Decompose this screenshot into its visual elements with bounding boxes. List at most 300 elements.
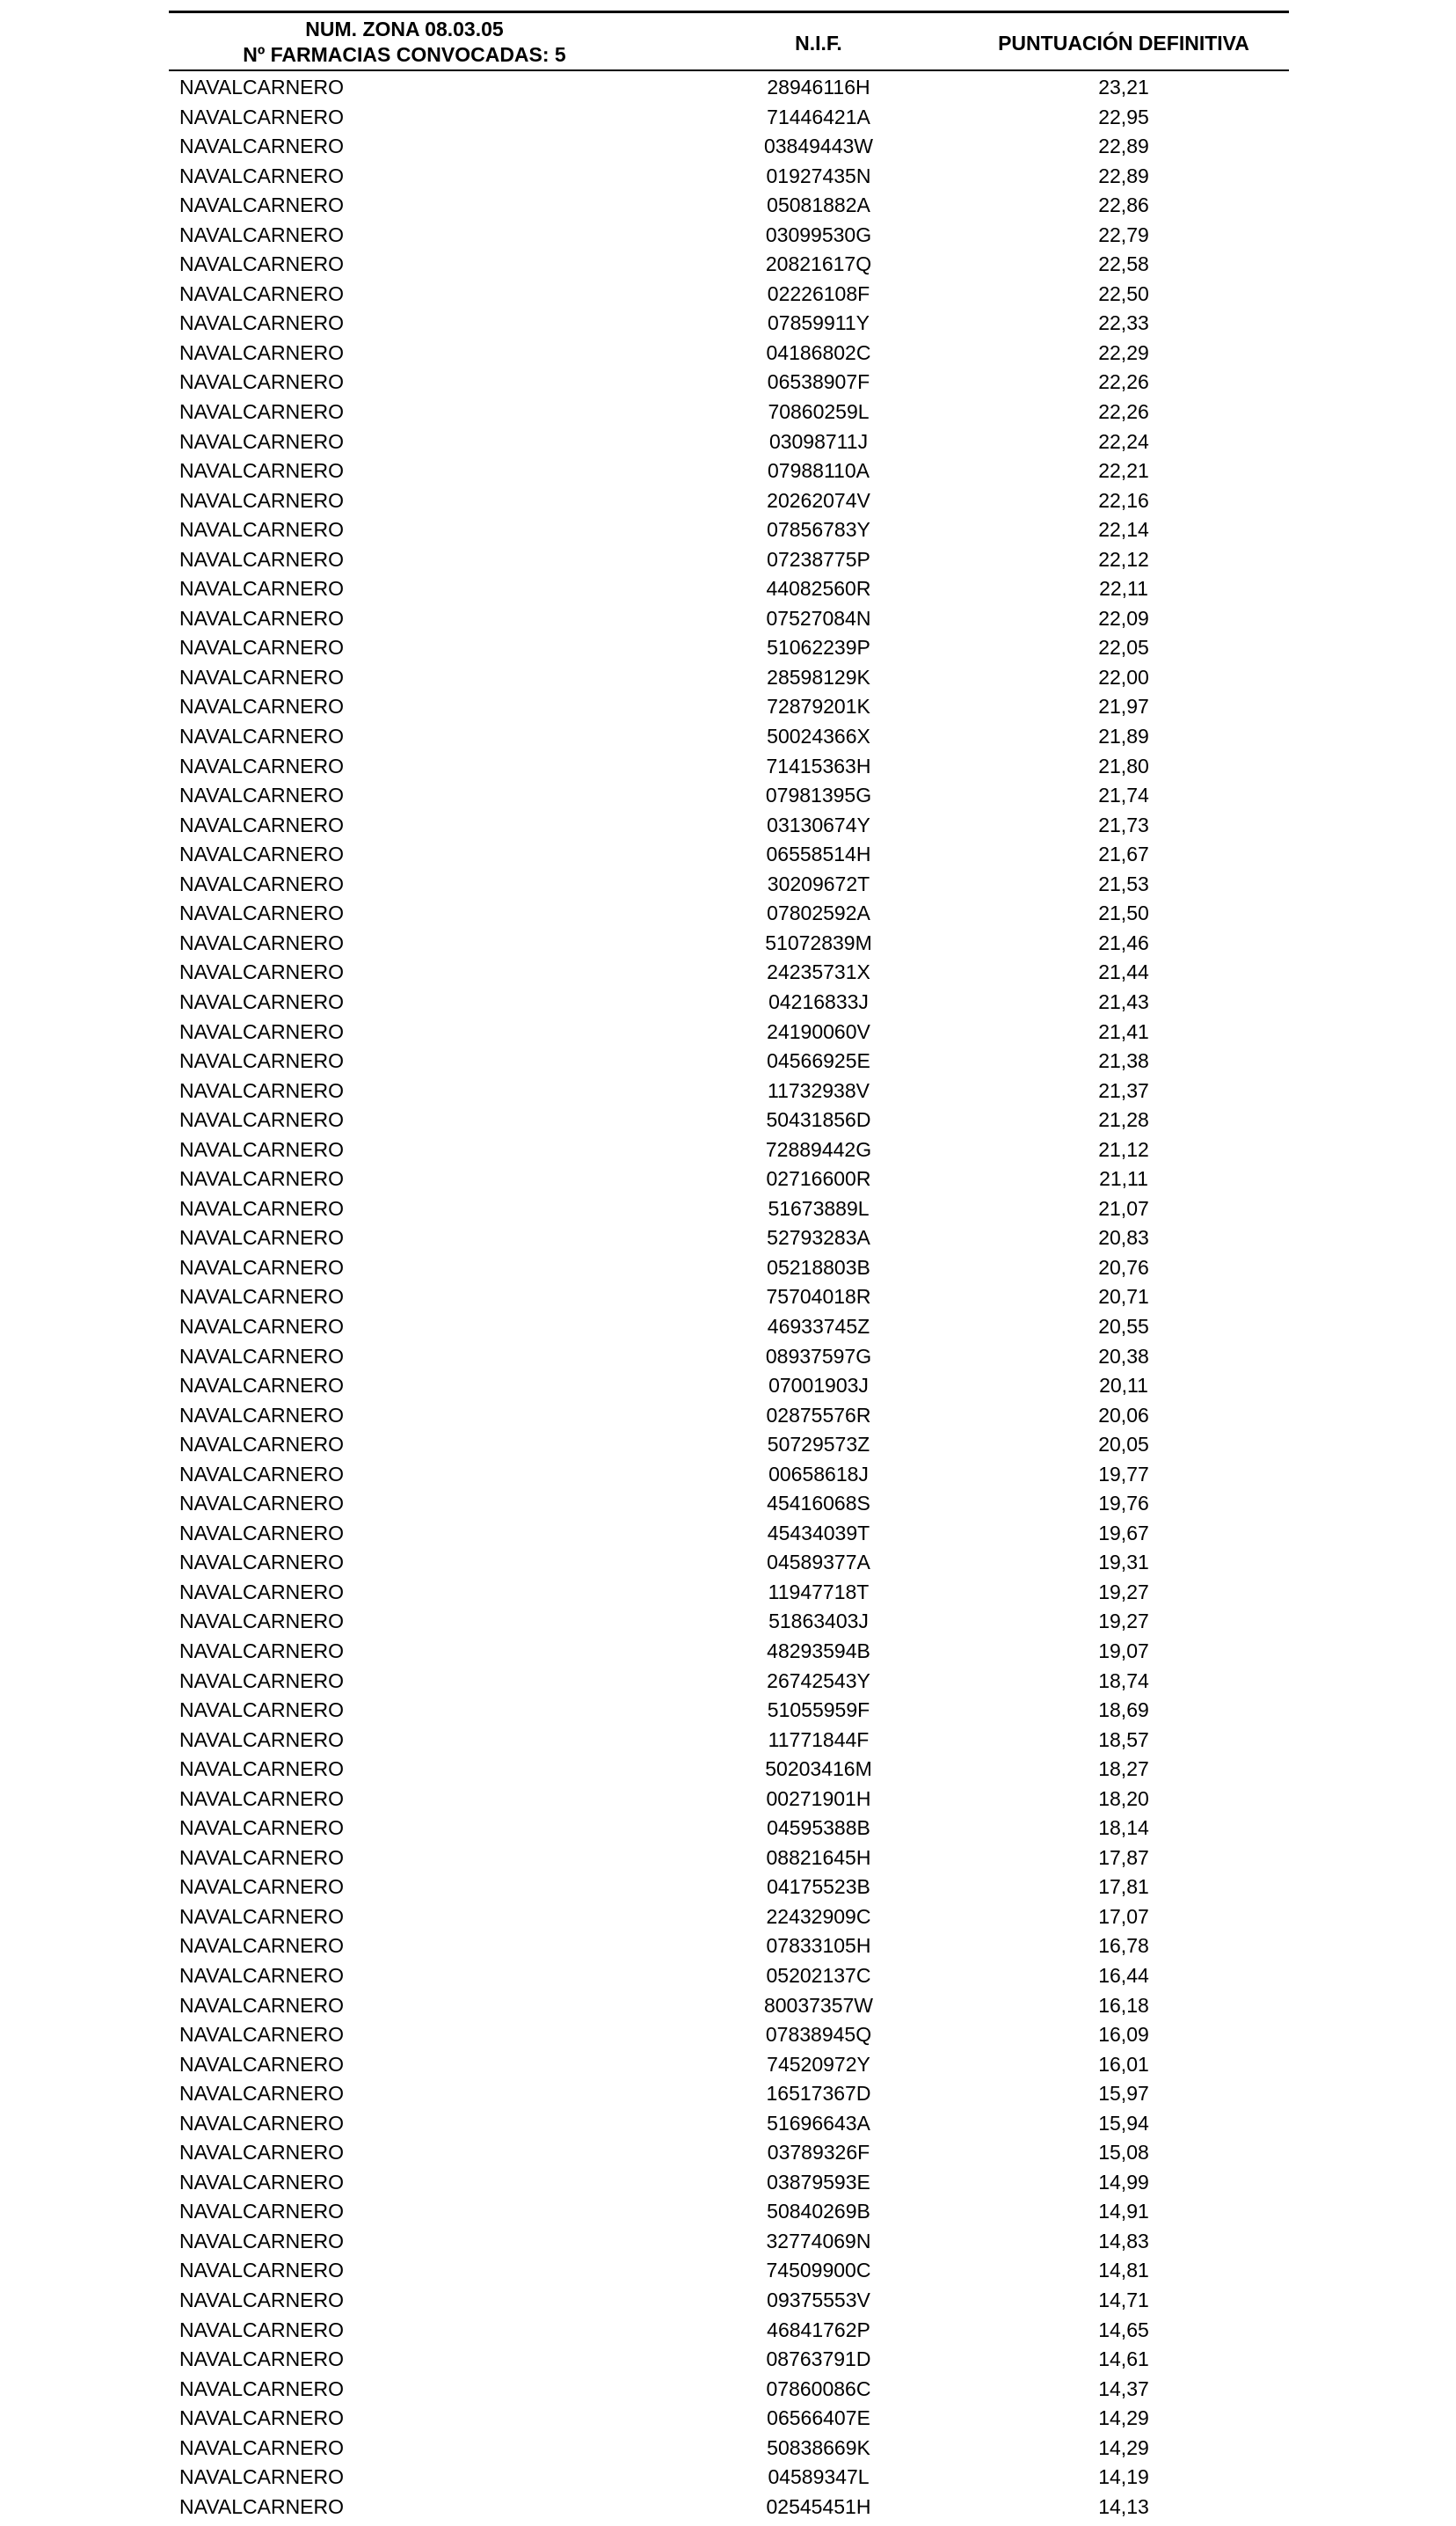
- score-cell: 20,83: [1098, 1226, 1149, 1250]
- table-row: [169, 1223, 1289, 1253]
- locality-cell: NAVALCARNERO: [179, 223, 345, 246]
- score-cell: 22,12: [1098, 547, 1149, 571]
- score-cell: 21,80: [1098, 754, 1149, 778]
- nif-cell: 44082560R: [766, 577, 871, 601]
- score-cell: 22,09: [1098, 606, 1149, 630]
- score-cell: 21,74: [1098, 784, 1149, 807]
- locality-cell: NAVALCARNERO: [179, 1226, 345, 1250]
- nif-cell: 28946116H: [767, 76, 870, 99]
- nif-cell: 09375553V: [767, 2289, 870, 2312]
- table-row: [169, 781, 1289, 811]
- table-row: [169, 1164, 1289, 1194]
- table-row: [169, 2434, 1289, 2464]
- locality-cell: NAVALCARNERO: [179, 1993, 345, 2017]
- score-cell: 22,00: [1098, 665, 1149, 689]
- score-cell: 21,50: [1098, 902, 1149, 925]
- table-row: [169, 1519, 1289, 1549]
- table-row: [169, 486, 1289, 516]
- nif-cell: 11771844F: [768, 1727, 870, 1751]
- pharmacies-convened-title: Nº FARMACIAS CONVOCADAS: 5: [243, 43, 566, 66]
- nif-cell: 26742543Y: [767, 1668, 870, 1692]
- nif-cell: 07001903J: [768, 1374, 869, 1398]
- table-row: [169, 1077, 1289, 1106]
- score-cell: 21,38: [1098, 1049, 1149, 1073]
- score-cell: 22,95: [1098, 105, 1149, 128]
- nif-cell: 30209672T: [767, 872, 870, 895]
- score-cell: 20,55: [1098, 1314, 1149, 1338]
- score-cell: 17,07: [1098, 1904, 1149, 1928]
- nif-cell: 07238775P: [767, 547, 870, 571]
- score-cell: 21,44: [1098, 960, 1149, 984]
- locality-cell: NAVALCARNERO: [179, 1551, 345, 1574]
- score-cell: 22,58: [1098, 252, 1149, 276]
- table-row: [169, 1785, 1289, 1814]
- nif-cell: 05218803B: [767, 1255, 870, 1279]
- locality-cell: NAVALCARNERO: [179, 1462, 345, 1486]
- score-cell: 14,19: [1098, 2465, 1149, 2489]
- nif-cell: 03789326F: [767, 2141, 870, 2165]
- table-row: [169, 309, 1289, 339]
- locality-cell: NAVALCARNERO: [179, 1639, 345, 1662]
- locality-cell: NAVALCARNERO: [179, 2259, 345, 2282]
- table-row: [169, 988, 1289, 1018]
- locality-cell: NAVALCARNERO: [179, 1255, 345, 1279]
- nif-cell: 04595388B: [767, 1816, 870, 1840]
- locality-cell: NAVALCARNERO: [179, 1137, 345, 1161]
- table-row: [169, 840, 1289, 870]
- nif-cell: 05202137C: [766, 1964, 871, 1987]
- table-row: [169, 899, 1289, 929]
- nif-cell: 08821645H: [766, 1845, 871, 1869]
- nif-cell: 07802592A: [767, 902, 870, 925]
- table-header: [169, 13, 1289, 71]
- nif-cell: 50729573Z: [767, 1433, 870, 1456]
- nif-cell: 20821617Q: [765, 252, 872, 276]
- nif-cell: 07981395G: [765, 784, 872, 807]
- table-row: [169, 604, 1289, 634]
- locality-cell: NAVALCARNERO: [179, 1580, 345, 1603]
- locality-cell: NAVALCARNERO: [179, 2200, 345, 2223]
- table-row: [169, 2463, 1289, 2493]
- nif-cell: 11947718T: [768, 1580, 870, 1603]
- nif-cell: 24190060V: [767, 1019, 870, 1043]
- table-row: [169, 2375, 1289, 2405]
- table-row: [169, 368, 1289, 398]
- table-row: [169, 1460, 1289, 1490]
- nif-cell: 46841762P: [767, 2318, 870, 2341]
- nif-cell: 50024366X: [767, 725, 870, 748]
- table-body: [169, 71, 1289, 2522]
- table-row: [169, 398, 1289, 427]
- score-cell: 21,53: [1098, 872, 1149, 895]
- score-cell: 18,74: [1098, 1668, 1149, 1692]
- locality-cell: NAVALCARNERO: [179, 931, 345, 954]
- nif-cell: 04175523B: [767, 1875, 870, 1899]
- nif-cell: 02716600R: [766, 1167, 871, 1191]
- locality-cell: NAVALCARNERO: [179, 1049, 345, 1073]
- table-row: [169, 250, 1289, 280]
- table-row: [169, 870, 1289, 900]
- score-cell: 14,71: [1098, 2289, 1149, 2312]
- nif-cell: 06566407E: [767, 2406, 870, 2430]
- score-cell: 19,77: [1098, 1462, 1149, 1486]
- score-cell: 20,38: [1098, 1344, 1149, 1368]
- table-row: [169, 1726, 1289, 1756]
- nif-cell: 02545451H: [766, 2494, 871, 2518]
- nif-cell: 06538907F: [767, 370, 870, 394]
- locality-cell: NAVALCARNERO: [179, 2347, 345, 2371]
- table-row: [169, 162, 1289, 192]
- nif-cell: 04186802C: [766, 340, 871, 364]
- locality-cell: NAVALCARNERO: [179, 2465, 345, 2489]
- locality-cell: NAVALCARNERO: [179, 164, 345, 187]
- table-row: [169, 1135, 1289, 1165]
- score-cell: 22,29: [1098, 340, 1149, 364]
- table-row: [169, 515, 1289, 545]
- locality-cell: NAVALCARNERO: [179, 2494, 345, 2518]
- table-row: [169, 545, 1289, 575]
- score-cell: 21,28: [1098, 1108, 1149, 1132]
- locality-cell: NAVALCARNERO: [179, 636, 345, 660]
- table-row: [169, 2168, 1289, 2198]
- locality-cell: NAVALCARNERO: [179, 1727, 345, 1751]
- nif-cell: 51055959F: [767, 1698, 870, 1722]
- score-cell: 20,06: [1098, 1403, 1149, 1427]
- score-cell: 14,29: [1098, 2406, 1149, 2430]
- nif-cell: 45434039T: [767, 1521, 870, 1544]
- score-cell: 18,27: [1098, 1757, 1149, 1781]
- score-cell: 21,97: [1098, 695, 1149, 719]
- locality-cell: NAVALCARNERO: [179, 105, 345, 128]
- table-row: [169, 2404, 1289, 2434]
- nif-cell: 32774069N: [766, 2229, 871, 2252]
- locality-cell: NAVALCARNERO: [179, 1403, 345, 1427]
- nif-cell: 00658618J: [768, 1462, 869, 1486]
- locality-cell: NAVALCARNERO: [179, 754, 345, 778]
- locality-cell: NAVALCARNERO: [179, 989, 345, 1013]
- table-row: [169, 1194, 1289, 1224]
- table-row: [169, 2227, 1289, 2257]
- locality-cell: NAVALCARNERO: [179, 2023, 345, 2047]
- score-cell: 14,29: [1098, 2435, 1149, 2459]
- table-row: [169, 929, 1289, 959]
- locality-cell: NAVALCARNERO: [179, 695, 345, 719]
- locality-cell: NAVALCARNERO: [179, 2289, 345, 2312]
- table-row: [169, 2256, 1289, 2286]
- locality-cell: NAVALCARNERO: [179, 1757, 345, 1781]
- locality-cell: NAVALCARNERO: [179, 665, 345, 689]
- nif-cell: 07859911Y: [768, 311, 870, 335]
- score-cell: 22,89: [1098, 135, 1149, 158]
- score-cell: 22,21: [1098, 459, 1149, 483]
- nif-cell: 51863403J: [768, 1610, 869, 1633]
- table-row: [169, 1018, 1289, 1048]
- nif-cell: 07860086C: [766, 2376, 871, 2400]
- nif-cell: 71415363H: [766, 754, 871, 778]
- score-cell: 22,05: [1098, 636, 1149, 660]
- score-cell: 21,07: [1098, 1196, 1149, 1220]
- locality-cell: NAVALCARNERO: [179, 459, 345, 483]
- locality-cell: NAVALCARNERO: [179, 1610, 345, 1633]
- locality-cell: NAVALCARNERO: [179, 281, 345, 305]
- score-cell: 22,86: [1098, 193, 1149, 217]
- locality-cell: NAVALCARNERO: [179, 2229, 345, 2252]
- score-cell: 20,11: [1099, 1374, 1148, 1398]
- locality-cell: NAVALCARNERO: [179, 340, 345, 364]
- table-row: [169, 1401, 1289, 1431]
- locality-cell: NAVALCARNERO: [179, 813, 345, 836]
- table-row: [169, 1371, 1289, 1401]
- nif-cell: 03099530G: [765, 223, 872, 246]
- nif-cell: 06558514H: [766, 843, 871, 866]
- nif-cell: 50840269B: [767, 2200, 870, 2223]
- score-cell: 21,89: [1098, 725, 1149, 748]
- score-cell: 20,76: [1098, 1255, 1149, 1279]
- nif-cell: 03130674Y: [767, 813, 870, 836]
- score-cell: 22,16: [1098, 488, 1149, 512]
- score-cell: 22,14: [1098, 518, 1149, 542]
- score-cell: 18,57: [1098, 1727, 1149, 1751]
- score-cell: 22,11: [1099, 577, 1148, 601]
- locality-cell: NAVALCARNERO: [179, 2318, 345, 2341]
- locality-cell: NAVALCARNERO: [179, 1964, 345, 1987]
- nif-cell: 05081882A: [767, 193, 870, 217]
- nif-column-header: N.I.F.: [795, 32, 842, 55]
- score-cell: 22,24: [1098, 429, 1149, 453]
- nif-cell: 01927435N: [766, 164, 871, 187]
- nif-cell: 48293594B: [767, 1639, 870, 1662]
- locality-cell: NAVALCARNERO: [179, 1904, 345, 1928]
- score-cell: 18,14: [1098, 1816, 1149, 1840]
- nif-cell: 11732938V: [768, 1078, 870, 1102]
- score-cell: 22,89: [1098, 164, 1149, 187]
- score-cell: 16,01: [1098, 2052, 1149, 2076]
- score-cell: 16,44: [1098, 1964, 1149, 1987]
- score-cell: 18,69: [1098, 1698, 1149, 1722]
- score-column-header: PUNTUACIÓN DEFINITIVA: [998, 32, 1249, 55]
- score-cell: 19,27: [1098, 1610, 1149, 1633]
- nif-cell: 04589347L: [768, 2465, 870, 2489]
- table-row: [169, 752, 1289, 782]
- nif-cell: 46933745Z: [767, 1314, 870, 1338]
- locality-cell: NAVALCARNERO: [179, 1786, 345, 1810]
- nif-cell: 24235731X: [767, 960, 870, 984]
- locality-cell: NAVALCARNERO: [179, 784, 345, 807]
- score-cell: 14,99: [1098, 2170, 1149, 2194]
- nif-cell: 08763791D: [766, 2347, 871, 2371]
- table-row: [169, 1902, 1289, 1932]
- table-row: [169, 2197, 1289, 2227]
- nif-cell: 07833105H: [766, 1934, 871, 1958]
- table-row: [169, 1253, 1289, 1283]
- nif-cell: 51673889L: [768, 1196, 870, 1220]
- score-cell: 21,67: [1098, 843, 1149, 866]
- locality-cell: NAVALCARNERO: [179, 2111, 345, 2135]
- nif-cell: 50838669K: [767, 2435, 870, 2459]
- table-row: [169, 722, 1289, 752]
- locality-cell: NAVALCARNERO: [179, 518, 345, 542]
- score-cell: 15,94: [1098, 2111, 1149, 2135]
- score-cell: 15,97: [1098, 2082, 1149, 2106]
- score-cell: 17,81: [1098, 1875, 1149, 1899]
- score-cell: 23,21: [1098, 76, 1149, 99]
- nif-cell: 51072839M: [765, 931, 872, 954]
- table-row: [169, 1548, 1289, 1578]
- locality-cell: NAVALCARNERO: [179, 1374, 345, 1398]
- table-row: [169, 1843, 1289, 1873]
- table-row: [169, 1991, 1289, 2021]
- locality-cell: NAVALCARNERO: [179, 902, 345, 925]
- table-row: [169, 1931, 1289, 1961]
- locality-cell: NAVALCARNERO: [179, 1698, 345, 1722]
- table-row: [169, 1312, 1289, 1342]
- nif-cell: 51062239P: [767, 636, 870, 660]
- nif-cell: 71446421A: [767, 105, 870, 128]
- score-cell: 18,20: [1098, 1786, 1149, 1810]
- table-row: [169, 456, 1289, 486]
- score-cell: 22,50: [1098, 281, 1149, 305]
- table-row: [169, 2493, 1289, 2522]
- nif-cell: 04589377A: [767, 1551, 870, 1574]
- table-row: [169, 692, 1289, 722]
- table-row: [169, 663, 1289, 693]
- table-row: [169, 1607, 1289, 1637]
- locality-cell: NAVALCARNERO: [179, 135, 345, 158]
- table-row: [169, 191, 1289, 221]
- nif-cell: 45416068S: [767, 1492, 870, 1515]
- table-row: [169, 1106, 1289, 1135]
- nif-cell: 80037357W: [763, 1993, 874, 2017]
- locality-cell: NAVALCARNERO: [179, 2141, 345, 2165]
- table-row: [169, 132, 1289, 162]
- score-cell: 14,65: [1098, 2318, 1149, 2341]
- table-row: [169, 1430, 1289, 1460]
- table-row: [169, 1814, 1289, 1843]
- locality-cell: NAVALCARNERO: [179, 1285, 345, 1309]
- locality-cell: NAVALCARNERO: [179, 606, 345, 630]
- locality-cell: NAVALCARNERO: [179, 872, 345, 895]
- table-row: [169, 633, 1289, 663]
- locality-cell: NAVALCARNERO: [179, 488, 345, 512]
- locality-cell: NAVALCARNERO: [179, 370, 345, 394]
- nif-cell: 28598129K: [767, 665, 870, 689]
- score-cell: 21,73: [1098, 813, 1149, 836]
- table-row: [169, 2138, 1289, 2168]
- nif-cell: 07527084N: [766, 606, 871, 630]
- table-row: [169, 1047, 1289, 1077]
- table-row: [169, 1578, 1289, 1608]
- score-cell: 19,67: [1098, 1521, 1149, 1544]
- nif-cell: 50203416M: [765, 1757, 872, 1781]
- score-cell: 14,81: [1098, 2259, 1149, 2282]
- locality-cell: NAVALCARNERO: [179, 400, 345, 424]
- locality-cell: NAVALCARNERO: [179, 2376, 345, 2400]
- zone-number-title: NUM. ZONA 08.03.05: [305, 18, 504, 40]
- table-row: [169, 1667, 1289, 1697]
- table-row: [169, 280, 1289, 310]
- nif-cell: 07988110A: [768, 459, 870, 483]
- score-cell: 21,37: [1098, 1078, 1149, 1102]
- nif-cell: 50431856D: [766, 1108, 871, 1132]
- locality-cell: NAVALCARNERO: [179, 1492, 345, 1515]
- table-row: [169, 73, 1289, 103]
- score-cell: 14,37: [1098, 2376, 1149, 2400]
- locality-cell: NAVALCARNERO: [179, 1845, 345, 1869]
- locality-cell: NAVALCARNERO: [179, 2170, 345, 2194]
- locality-cell: NAVALCARNERO: [179, 1167, 345, 1191]
- score-cell: 22,26: [1098, 400, 1149, 424]
- table-row: [169, 1696, 1289, 1726]
- locality-cell: NAVALCARNERO: [179, 725, 345, 748]
- locality-cell: NAVALCARNERO: [179, 193, 345, 217]
- nif-cell: 16517367D: [766, 2082, 871, 2106]
- score-cell: 14,83: [1098, 2229, 1149, 2252]
- table-row: [169, 811, 1289, 841]
- table-row: [169, 2109, 1289, 2139]
- table-row: [169, 1282, 1289, 1312]
- nif-cell: 70860259L: [768, 400, 870, 424]
- locality-cell: NAVALCARNERO: [179, 76, 345, 99]
- locality-cell: NAVALCARNERO: [179, 843, 345, 866]
- nif-cell: 07856783Y: [767, 518, 870, 542]
- locality-cell: NAVALCARNERO: [179, 1934, 345, 1958]
- nif-cell: 74520972Y: [767, 2052, 870, 2076]
- score-cell: 21,11: [1099, 1167, 1148, 1191]
- nif-cell: 22432909C: [766, 1904, 871, 1928]
- table-row: [169, 1755, 1289, 1785]
- score-cell: 21,43: [1098, 989, 1149, 1013]
- nif-cell: 51696643A: [767, 2111, 870, 2135]
- nif-cell: 75704018R: [766, 1285, 871, 1309]
- score-cell: 21,12: [1098, 1137, 1149, 1161]
- locality-cell: NAVALCARNERO: [179, 311, 345, 335]
- nif-cell: 07838945Q: [765, 2023, 872, 2047]
- score-cell: 20,71: [1098, 1285, 1149, 1309]
- score-cell: 16,18: [1098, 1993, 1149, 2017]
- table-row: [169, 958, 1289, 988]
- nif-cell: 08937597G: [765, 1344, 872, 1368]
- nif-cell: 72879201K: [767, 695, 870, 719]
- score-cell: 19,76: [1098, 1492, 1149, 1515]
- nif-cell: 04566925E: [767, 1049, 870, 1073]
- table-row: [169, 221, 1289, 251]
- locality-cell: NAVALCARNERO: [179, 577, 345, 601]
- locality-cell: NAVALCARNERO: [179, 1668, 345, 1692]
- table-row: [169, 2316, 1289, 2346]
- locality-cell: NAVALCARNERO: [179, 1816, 345, 1840]
- nif-cell: 74509900C: [766, 2259, 871, 2282]
- locality-cell: NAVALCARNERO: [179, 547, 345, 571]
- locality-cell: NAVALCARNERO: [179, 1875, 345, 1899]
- nif-cell: 52793283A: [767, 1226, 870, 1250]
- table-row: [169, 2345, 1289, 2375]
- score-cell: 19,27: [1098, 1580, 1149, 1603]
- table-row: [169, 427, 1289, 457]
- table-row: [169, 1961, 1289, 1991]
- table-row: [169, 2050, 1289, 2080]
- score-cell: 16,78: [1098, 1934, 1149, 1958]
- nif-cell: 72889442G: [765, 1137, 872, 1161]
- table-row: [169, 103, 1289, 133]
- nif-cell: 03098711J: [768, 429, 869, 453]
- locality-cell: NAVALCARNERO: [179, 1196, 345, 1220]
- nif-cell: 00271901H: [766, 1786, 871, 1810]
- score-cell: 22,79: [1098, 223, 1149, 246]
- score-cell: 15,08: [1098, 2141, 1149, 2165]
- score-cell: 21,41: [1098, 1019, 1149, 1043]
- score-cell: 19,07: [1098, 1639, 1149, 1662]
- table-row: [169, 2286, 1289, 2316]
